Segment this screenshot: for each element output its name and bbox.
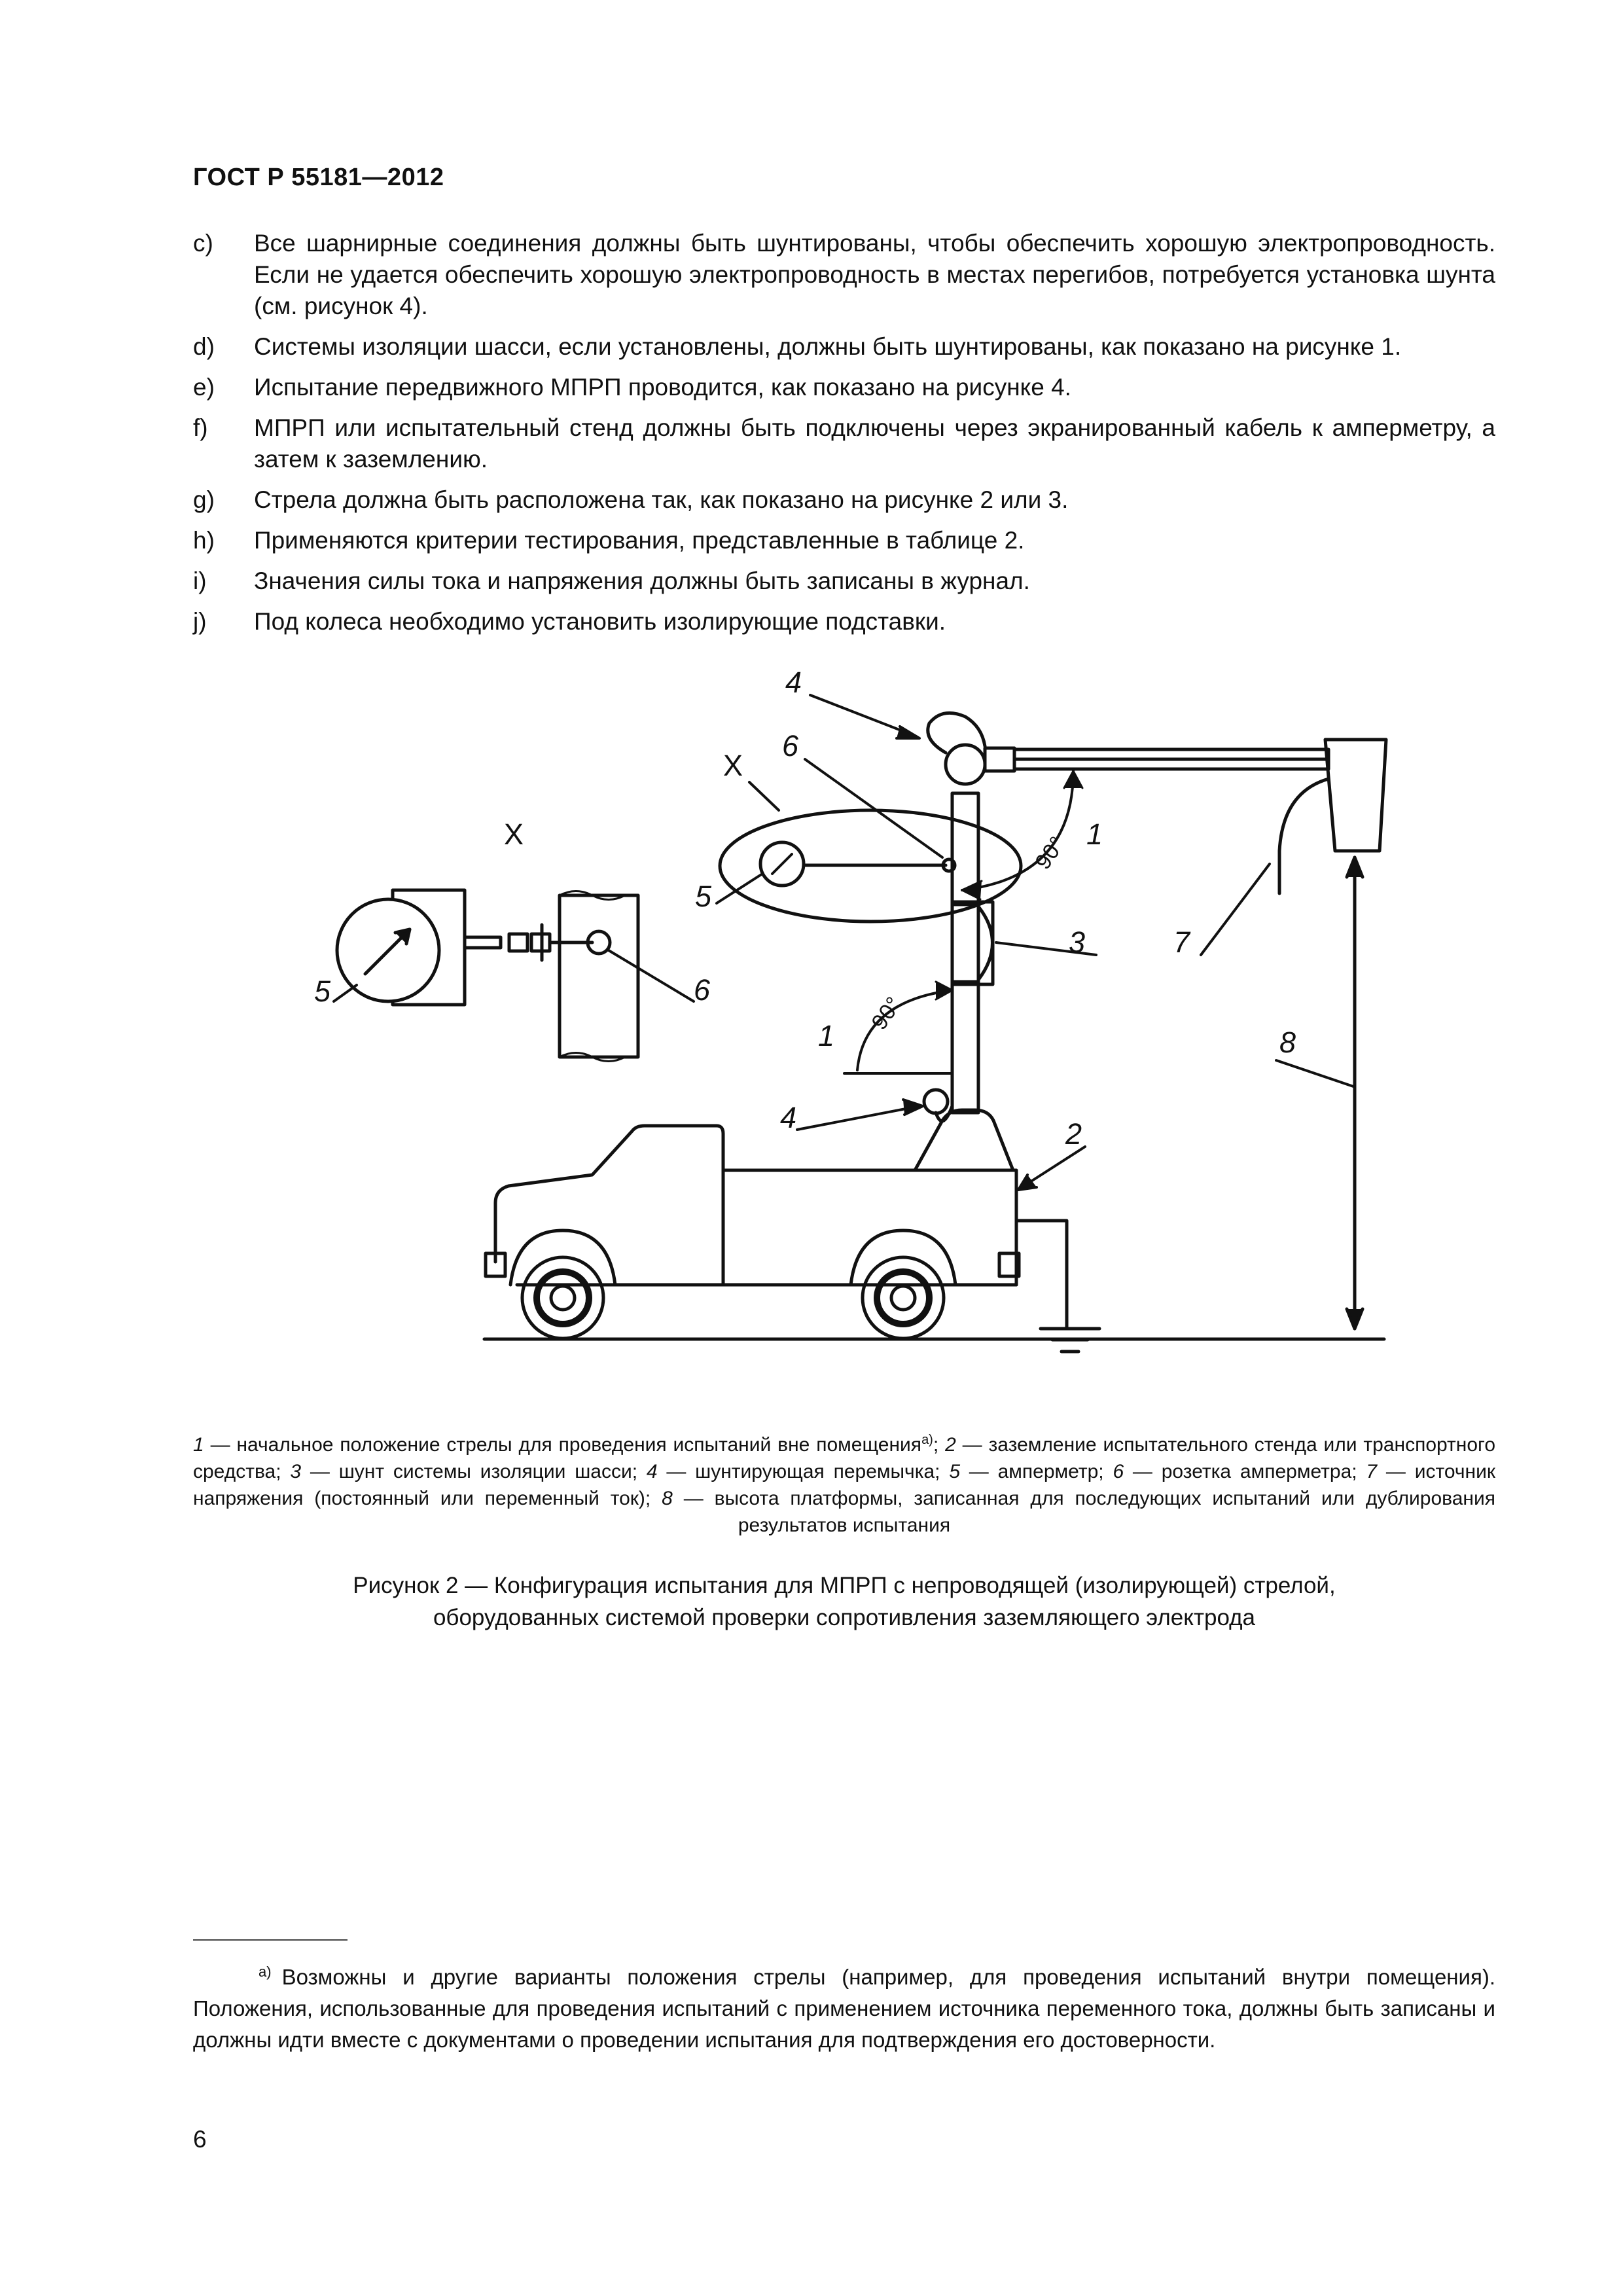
item-letter: e) <box>193 374 215 401</box>
legend-text-1: — начальное положение стрелы для проведения испытаний вне помещения <box>204 1434 922 1456</box>
boom-turret <box>915 1110 1013 1170</box>
leader-2-arrow <box>1018 1175 1037 1190</box>
list-item <box>193 565 1495 597</box>
leader-6-upper <box>805 759 942 857</box>
footnote <box>193 1962 1495 2056</box>
legend-text-4: — шунтирующая перемычка; <box>657 1461 950 1482</box>
ground-wire <box>1016 1221 1067 1327</box>
footnote-mark: а) <box>259 1964 272 1980</box>
label-angle-lower: 90° <box>866 992 907 1035</box>
item-letter: h) <box>193 527 215 554</box>
item-letter: g) <box>193 486 215 513</box>
legend-key-1: 1 <box>193 1434 204 1456</box>
leader-4-lower <box>797 1106 919 1130</box>
list-item <box>193 331 1495 363</box>
leader-7 <box>1201 864 1270 955</box>
angle-arc-lower <box>857 990 952 1070</box>
rear-wheel-rim <box>877 1272 929 1324</box>
leader-x-upper <box>749 782 779 810</box>
item-text: Стрела должна быть расположена так, как показано на рисунке 2 или 3. <box>254 486 1069 513</box>
label-7: 7 <box>1173 925 1190 959</box>
detail-x <box>337 890 638 1062</box>
item-text: Значения силы тока и напряжения должны быть записаны в журнал. <box>254 567 1030 594</box>
legend-text-8: — высота платформы, записанная для последующих испытаний или дублирования результатов испытания <box>672 1488 1496 1536</box>
ammeter-lead <box>465 937 501 948</box>
item-text: Под колеса необходимо установить изолирующие подставки. <box>254 608 946 635</box>
lower-boom <box>952 982 978 1113</box>
label-4-lower: 4 <box>780 1101 797 1134</box>
figure-caption <box>193 1570 1495 1634</box>
platform-bucket <box>1325 740 1386 851</box>
list-item <box>193 228 1495 322</box>
label-4-upper: 4 <box>785 666 802 699</box>
legend-key-6: 6 <box>1113 1461 1124 1482</box>
caption-line-1: Рисунок 2 — Конфигурация испытания для МПРП с непроводящей (изолирующей) стрелой, <box>353 1573 1336 1598</box>
label-6-upper: 6 <box>782 729 799 762</box>
boom-section-detail <box>560 895 638 1057</box>
legend-text-3: — шунт системы изоляции шасси; <box>301 1461 647 1482</box>
voltage-source-cable <box>1279 779 1329 893</box>
cable-plug-1 <box>509 934 527 951</box>
label-angle-upper: 90° <box>1030 832 1071 874</box>
item-letter: d) <box>193 333 215 360</box>
label-5-upper: 5 <box>695 880 712 913</box>
item-letter: j) <box>193 608 207 635</box>
legend-key-3: 3 <box>290 1461 302 1482</box>
height-arrow-top <box>1347 857 1363 877</box>
caption-line-2: оборудованных системой проверки сопротивления заземляющего электрода <box>433 1605 1256 1630</box>
legend-sep-1: ; <box>933 1434 946 1456</box>
legend-text-5: — амперметр; <box>960 1461 1113 1482</box>
label-x-detail: X <box>504 817 524 851</box>
footnote-divider <box>193 1939 348 1941</box>
leader-4-lower-arrow <box>903 1100 923 1115</box>
list-item <box>193 525 1495 556</box>
item-letter: f) <box>193 414 208 441</box>
list-item <box>193 372 1495 403</box>
lower-boom-mid <box>952 902 978 984</box>
leader-2 <box>1023 1147 1085 1187</box>
label-8: 8 <box>1279 1026 1296 1059</box>
page-number: 6 <box>193 2126 207 2153</box>
legend-text-6: — розетка амперметра; <box>1124 1461 1366 1482</box>
leader-6-detail <box>609 950 694 1001</box>
angle-arc-upper-arrow <box>1064 771 1082 788</box>
footnote-text: Возможны и другие варианты положения стрелы (например, для проведения испытаний внутри помещения). Положения, использованные для проведения испытаний с применением источника переменного тока, должны быть записаны и должны идти вместе с документами о проведении испытания для подтверждения его достоверности. <box>193 1965 1495 2052</box>
legend-key-5: 5 <box>949 1461 960 1482</box>
list-item <box>193 484 1495 516</box>
figure-labels <box>314 666 1296 1151</box>
legend-footnote-ref: а) <box>921 1433 933 1447</box>
truck <box>486 1126 1019 1338</box>
leader-4-upper-arrow <box>897 726 919 738</box>
item-text: МПРП или испытательный стенд должны быть подключены через экранированный кабель к амперметру, а затем к заземлению. <box>254 414 1495 473</box>
leader-5-detail <box>334 985 357 1001</box>
front-wheel-rim <box>537 1272 589 1324</box>
boom-section-break <box>560 891 625 1062</box>
legend-text-7: — источник напряжения (постоянный или переменный ток); <box>193 1461 1495 1509</box>
item-text: Испытание передвижного МПРП проводится, как показано на рисунке 4. <box>254 374 1071 401</box>
item-text: Применяются критерии тестирования, представленные в таблице 2. <box>254 527 1025 554</box>
truck-body <box>723 1170 1016 1285</box>
rear-wheel-hub <box>891 1286 915 1310</box>
legend-key-2: 2 <box>945 1434 956 1456</box>
item-letter: i) <box>193 567 207 594</box>
label-x-upper: X <box>723 749 743 782</box>
label-6-detail: 6 <box>694 973 711 1007</box>
figure-diagram <box>0 655 1623 1394</box>
label-3: 3 <box>1069 925 1086 959</box>
upper-boom-connector <box>985 748 1014 771</box>
angle-arc-upper-arrow2 <box>962 881 982 899</box>
upper-joint <box>946 745 985 784</box>
legend-key-7: 7 <box>1366 1461 1378 1482</box>
page-header: ГОСТ Р 55181—2012 <box>193 164 444 191</box>
height-arrow-bottom <box>1347 1309 1363 1329</box>
legend-key-4: 4 <box>646 1461 658 1482</box>
label-5-detail: 5 <box>314 975 331 1008</box>
list-item <box>193 412 1495 475</box>
legend-key-8: 8 <box>662 1488 673 1509</box>
item-text: Все шарнирные соединения должны быть шунтированы, чтобы обеспечить хорошую электропроводность. Если не удается обеспечить хорошую электропроводность в местах перегибов, потребуется установка шунта (см. рисунок 4). <box>254 230 1495 319</box>
requirements-list <box>193 228 1495 647</box>
shunt-bulge <box>978 906 993 980</box>
lower-joint-jumper <box>924 1090 948 1113</box>
leader-8 <box>1276 1060 1353 1086</box>
front-wheel-hub <box>551 1286 575 1310</box>
item-text: Системы изоляции шасси, если установлены, должны быть шунтированы, как показано на рисунке 1. <box>254 333 1402 360</box>
list-item <box>193 606 1495 637</box>
figure-legend <box>193 1427 1495 1539</box>
label-1-upper: 1 <box>1086 817 1103 851</box>
ammeter-small-needle <box>772 854 792 874</box>
item-letter: c) <box>193 230 213 257</box>
legend-text-2: — заземление испытательного стенда или транспортного средства; <box>193 1434 1496 1482</box>
label-2: 2 <box>1065 1117 1082 1151</box>
angle-arc-lower-arrow <box>936 982 952 999</box>
label-1-lower: 1 <box>818 1019 835 1052</box>
